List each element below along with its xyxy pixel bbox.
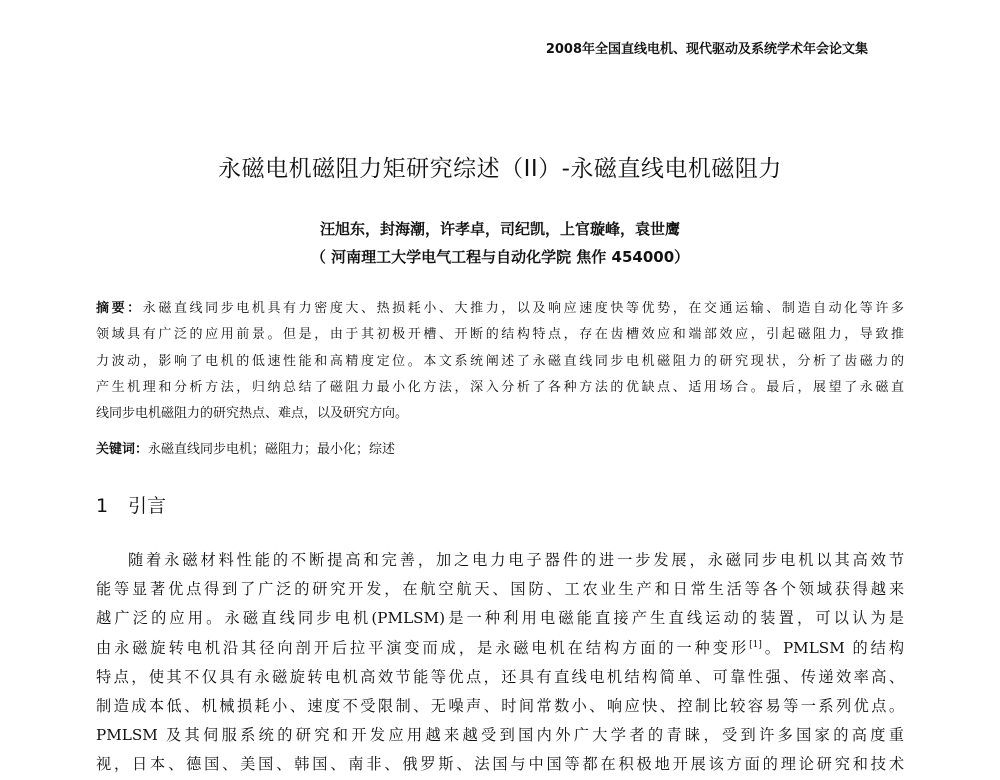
abstract-line: 线同步电机磁阻力的研究热点、难点，以及研究方向。 [96,406,409,422]
abstract-label: 摘要： [96,301,143,316]
abstract-line [96,296,904,322]
keywords-text: 永磁直线同步电机；磁阻力；最小化；综述 [148,442,396,457]
abstract-line: 领域具有广泛的应用前景。但是，由于其初极开槽、开断的结构特点，存在齿槽效应和端部效应，引起磁阻力，导致推 [96,327,904,343]
abstract [96,296,904,427]
author-list: 汪旭东，封海潮，许孝卓，司纪凯，上官璇峰，袁世鹰 [319,220,680,238]
section-heading [96,491,166,518]
abstract-line: 产生机理和分析方法，归纳总结了磁阻力最小化方法，深入分析了各种方法的优缺点、适用场合。最后，展望了永磁直 [96,379,904,395]
body-line: 特点，使其不仅具有永磁旋转电机高效节能等优点，还具有直线电机结构简单、可靠性强、传递效率高、 [96,667,904,686]
running-header: 2008年全国直线电机、现代驱动及系统学术年会论文集 [545,42,868,57]
abstract-line: 力波动，影响了电机的低速性能和高精度定位。本文系统阐述了永磁直线同步电机磁阻力的研究现状，分析了齿磁力的 [96,353,904,369]
body-line: 越广泛的应用。永磁直线同步电机(PMLSM)是一种利用电磁能直接产生直线运动的装置，可以认为是 [96,609,904,628]
body-line: 制造成本低、机械损耗小、速度不受限制、无噪声、时间常数小、响应快、控制比较容易等一系列优点。 [96,697,904,716]
citation-reference: [1] [749,639,762,650]
body-paragraph [96,546,904,780]
body-line: 能等显著优点得到了广泛的研究开发，在航空航天、国防、工农业生产和日常生活等各个领域获得越来 [96,580,904,599]
section-title: 引言 [128,495,167,517]
body-line-text: 由永磁旋转电机沿其径向剖开后拉平演变而成，是永磁电机在结构方面的一种变形 [96,638,750,657]
body-line [96,634,904,663]
abstract-line-text: 永磁直线同步电机具有力密度大、热损耗小、大推力，以及响应速度快等优势，在交通运输、制造自动化等许多 [142,301,904,316]
body-line: 随着永磁材料性能的不断提高和完善，加之电力电子器件的进一步发展，永磁同步电机以其高效节 [128,551,904,569]
body-line: PMLSM 及其伺服系统的研究和开发应用越来越受到国内外广大学者的青睐，受到许多国家的高度重 [96,726,904,745]
affiliation: （ 河南理工大学电气工程与自动化学院 焦作 454000） [310,248,690,266]
section-number: 1 [96,495,109,517]
paper-title: 永磁电机磁阻力矩研究综述（II）-永磁直线电机磁阻力 [218,156,782,182]
keywords [96,437,904,463]
body-line: 视，日本、德国、美国、韩国、南非、俄罗斯、法国与中国等都在积极地开展该方面的理论研究和技术 [96,755,904,774]
body-line-tail: 。PMLSM 的结构 [761,638,905,657]
keywords-label: 关键词： [96,442,149,457]
